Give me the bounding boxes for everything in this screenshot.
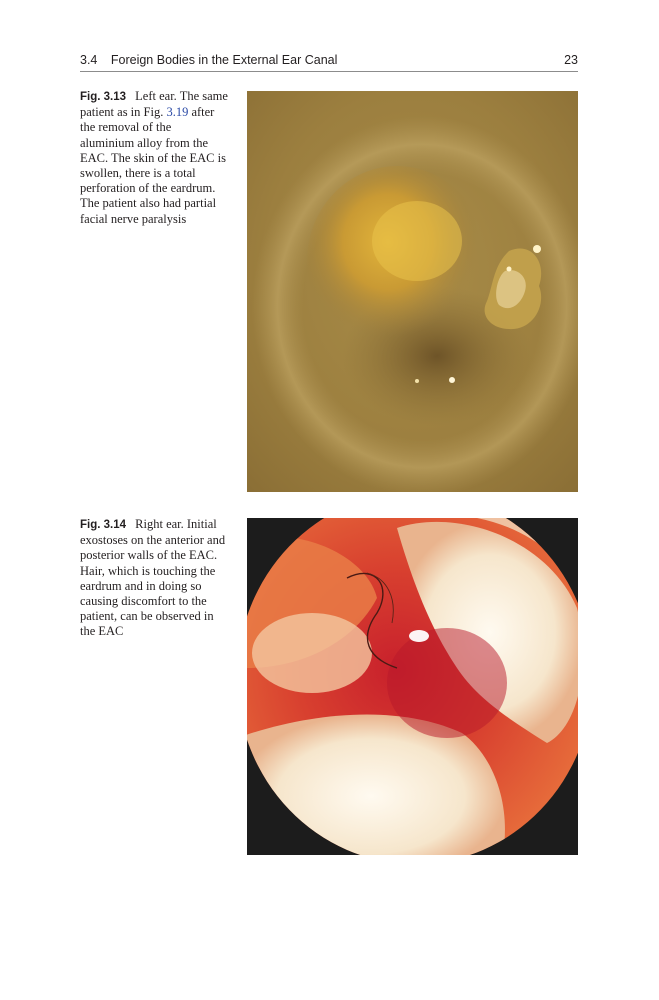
header-rule (80, 71, 578, 72)
caption-text: Right ear. Initial exostoses on the anterior and posterior walls of the EAC. Hair, which is touching the eardrum and in doing so causing discomfort to the patient, can be observed in the EAC (80, 517, 226, 639)
figure-caption-3-14 (80, 517, 228, 640)
figure-label: Fig. 3.14 (80, 519, 127, 531)
otoscopy-right-ear-image (247, 518, 578, 855)
figure-image-3-14 (247, 518, 578, 855)
figure-label: Fig. 3.13 (80, 91, 127, 103)
caption-text-continued: after the removal of the aluminium alloy from the EAC. The skin of the EAC is swollen, there is a total perforation of the eardrum. The patient also had partial facial nerve paralysis (80, 105, 226, 226)
figure-caption-3-13 (80, 89, 228, 227)
section-heading (80, 53, 337, 67)
figure-reference-link[interactable]: 3.19 (166, 105, 189, 120)
section-number: 3.4 (80, 53, 98, 67)
figure-image-3-13 (247, 91, 578, 492)
otoscopy-left-ear-image (247, 91, 578, 492)
page-number: 23 (564, 53, 578, 67)
caption-text: Left ear. The same patient as in Fig. (80, 89, 228, 120)
section-title: Foreign Bodies in the External Ear Canal (110, 53, 338, 67)
running-head (80, 50, 578, 70)
